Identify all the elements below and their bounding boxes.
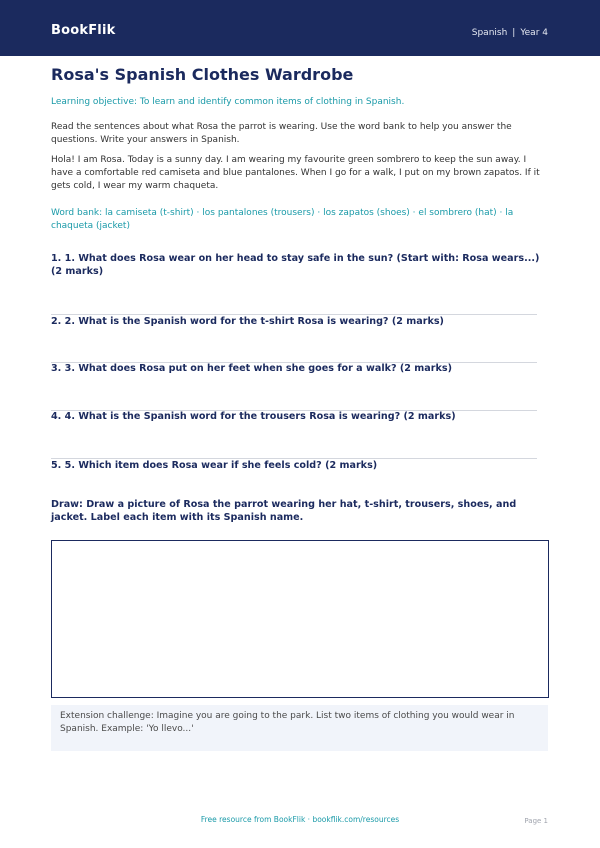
extension-challenge-text: Extension challenge: Imagine you are going to the park. List two items of clothing you would wear in Spanish. Example: 'Yo llevo...' xyxy=(60,711,515,734)
meta-separator: | xyxy=(512,28,516,38)
learning-objective: Learning objective: To learn and identify common items of clothing in Spanish. xyxy=(51,97,405,107)
brand-logo-text[interactable]: BookFlik xyxy=(51,23,116,38)
question-3: 3. 3. What does Rosa put on her feet when she goes for a walk? (2 marks) xyxy=(51,363,452,374)
instructions-paragraph: Read the sentences about what Rosa the parrot is wearing. Use the word bank to help you answer the questions. Write your answers in Spanish. xyxy=(51,122,512,145)
subject-meta xyxy=(472,27,548,39)
question-1: 1. 1. What does Rosa wear on her head to stay safe in the sun? (Start with: Rosa wears...) (2 marks) xyxy=(51,253,540,277)
drawing-area[interactable] xyxy=(51,540,549,698)
extension-challenge-box xyxy=(51,705,548,751)
story-paragraph: Hola! I am Rosa. Today is a sunny day. I am wearing my favourite green sombrero to keep the sun away. I have a comfortable red camiseta and blue pantalones. When I go for a walk, I put on my brown zapatos. If it gets cold, I wear my warm chaqueta. xyxy=(51,155,540,191)
header-bar xyxy=(0,0,600,56)
footer-credit[interactable]: Free resource from BookFlik · bookflik.com/resources xyxy=(200,815,400,824)
word-bank: Word bank: la camiseta (t-shirt) · los pantalones (trousers) · los zapatos (shoes) · el sombrero (hat) · la chaqueta (jacket) xyxy=(51,208,514,231)
subject-label: Spanish xyxy=(471,28,508,38)
year-label: Year 4 xyxy=(520,28,548,38)
page-title: Rosa's Spanish Clothes Wardrobe xyxy=(51,65,354,84)
question-5: 5. 5. Which item does Rosa wear if she feels cold? (2 marks) xyxy=(51,460,378,471)
question-4: 4. 4. What is the Spanish word for the trousers Rosa is wearing? (2 marks) xyxy=(51,411,456,422)
page-number: Page 1 xyxy=(524,817,548,825)
question-2: 2. 2. What is the Spanish word for the t-shirt Rosa is wearing? (2 marks) xyxy=(51,316,444,327)
draw-task-heading: Draw: Draw a picture of Rosa the parrot wearing her hat, t-shirt, trousers, shoes, and jacket. Label each item with its Spanish name. xyxy=(51,499,517,523)
